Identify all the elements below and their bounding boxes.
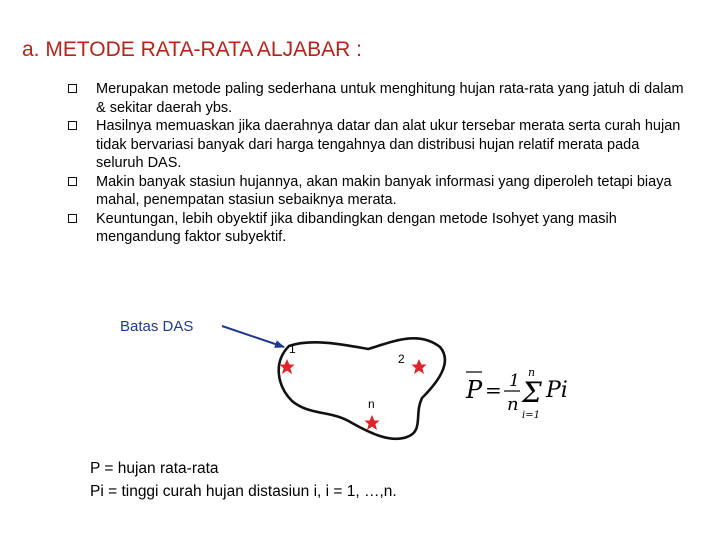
- sum-upper: n: [528, 366, 536, 379]
- formula-lhs: P: [466, 376, 483, 404]
- legend-line-1: P = hujan rata-rata: [90, 460, 219, 477]
- boundary-arrow: [222, 326, 284, 347]
- formula-equals: =: [485, 378, 502, 402]
- slide-title: a. METODE RATA-RATA ALJABAR :: [22, 38, 362, 61]
- station-label-n: n: [368, 397, 375, 411]
- station-2-star-icon: [411, 359, 426, 374]
- bullet-text: Keuntungan, lebih obyektif jika dibandingkan dengan metode Isohyet yang masih mengandung faktor subyektif.: [96, 210, 617, 245]
- bullet-text: Merupakan metode paling sederhana untuk menghitung hujan rata-rata yang jatuh di dalam & sekitar daerah ybs.: [96, 81, 684, 116]
- boundary-label: Batas DAS: [120, 318, 194, 335]
- legend-line-2: Pi = tinggi curah hujan distasiun i, i = 1, …,n.: [90, 483, 397, 500]
- station-1-star-icon: [279, 359, 294, 374]
- formula-term: Pi: [546, 378, 568, 403]
- average-formula: [462, 364, 582, 428]
- formula-graphic: [462, 364, 582, 424]
- sum-lower: i=1: [522, 410, 540, 421]
- bullet-text: Makin banyak stasiun hujannya, akan makin banyak informasi yang diperoleh tetapi biaya mahal, penempatan stasiun sebaiknya merata.: [96, 173, 672, 208]
- formula-denominator: n: [507, 394, 519, 415]
- watershed-boundary: [279, 338, 445, 438]
- sum-icon: Σ: [522, 376, 542, 409]
- formula-numerator: 1: [509, 371, 520, 391]
- station-label-1: 1: [289, 342, 296, 356]
- station-n-star-icon: [364, 415, 379, 430]
- bullet-text: Hasilnya memuaskan jika daerahnya datar dan alat ukur tersebar merata serta curah hujan tidak bervariasi banyak dari harga tengahnya dan distribusi hujan relatif merata pada seluruh DAS.: [96, 118, 681, 171]
- station-label-2: 2: [398, 352, 405, 366]
